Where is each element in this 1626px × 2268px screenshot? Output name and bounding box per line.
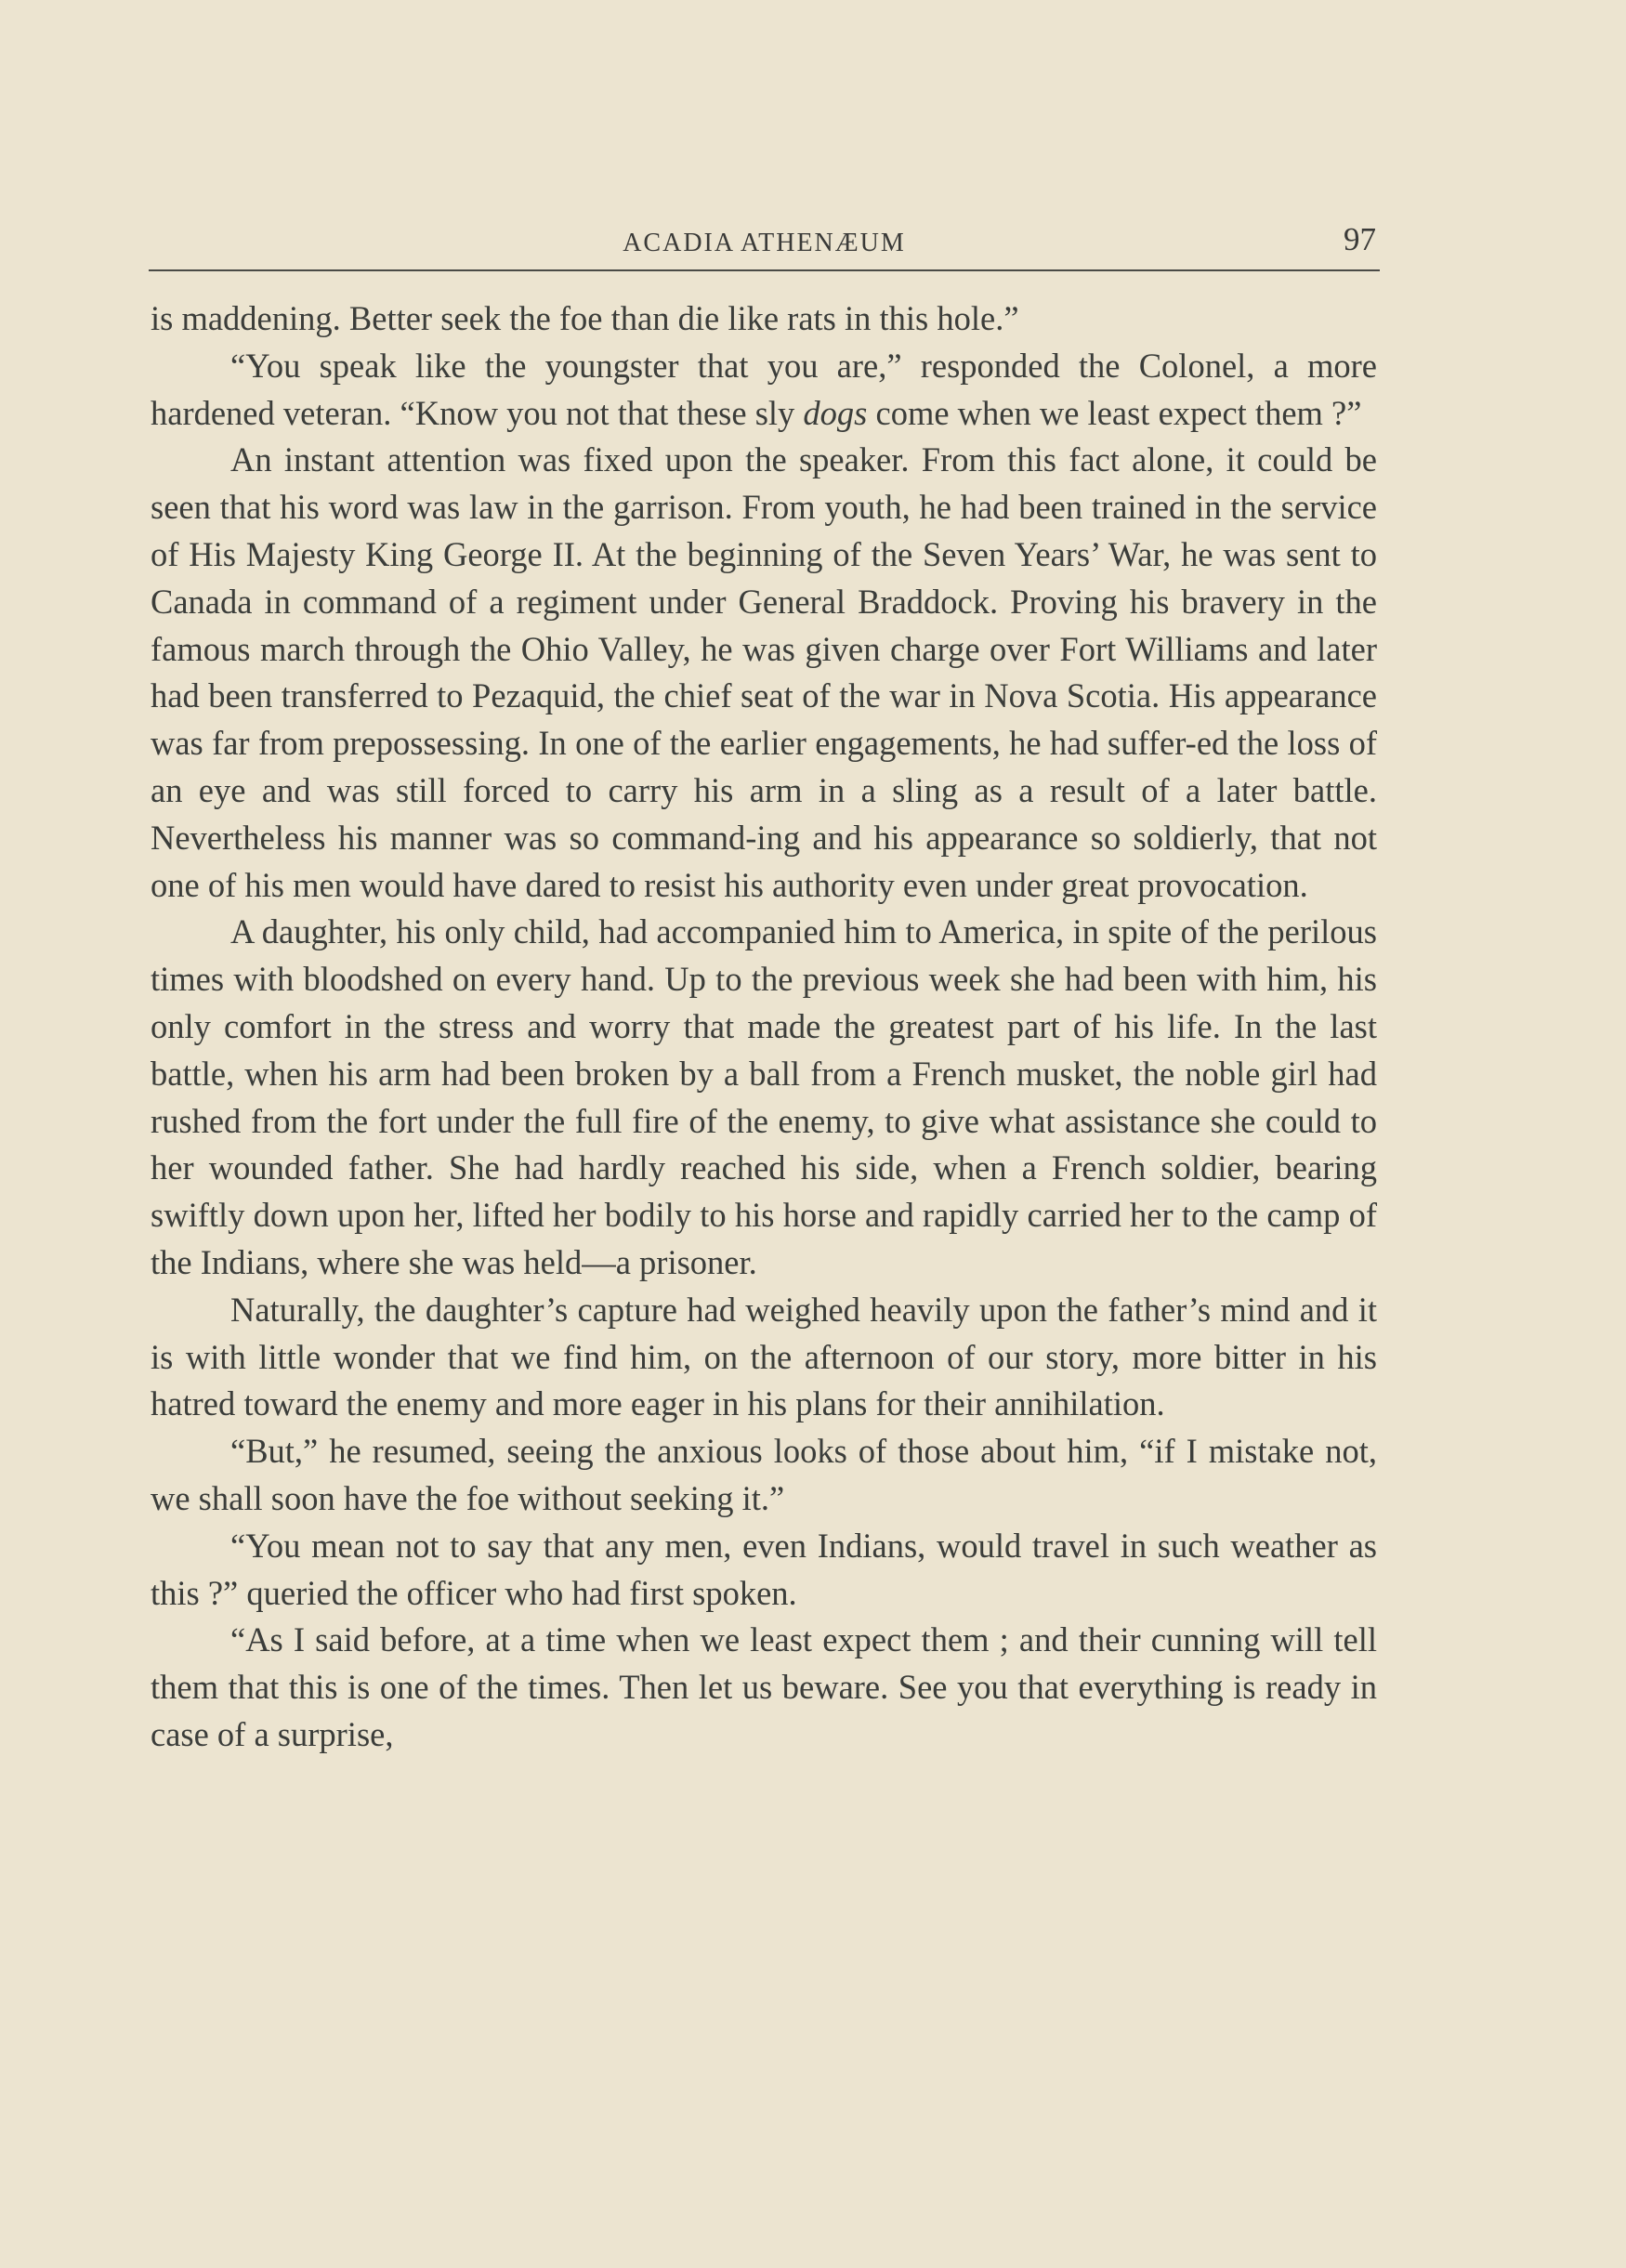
paragraph-text: come when we least expect them ?”: [867, 393, 1362, 432]
paragraph: Naturally, the daughter’s capture had weighed heavily upon the father’s mind and it is with little wonder that we find him, on the afternoon of our story, more bitter in his hatred toward the enemy and more eager in his plans for their annihilation.: [151, 1290, 1377, 1423]
paragraph: “But,” he resumed, seeing the anxious looks of those about him, “if I mistake not, we shall soon have the foe without seeking it.”: [151, 1432, 1377, 1517]
paragraph: is maddening. Better seek the foe than die like rats in this hole.”: [151, 299, 1019, 337]
body-text: [151, 295, 1377, 1759]
italic-word: dogs: [803, 393, 868, 432]
header-rule: [149, 269, 1380, 271]
running-head: ACADIA ATHENÆUM: [623, 229, 906, 257]
paragraph: An instant attention was fixed upon the speaker. From this fact alone, it could be seen that his word was law in the garrison. From youth, he had been trained in the service of His Majesty King George II. At the beginning of the Seven Years’ War, he was sent to Canada in command of a regiment under General Braddock. Proving his bravery in the famous march through the Ohio Valley, he was given charge over Fort Williams and later had been transferred to Pezaquid, the chief seat of the war in Nova Scotia. His appearance was far from prepossessing. In one of the earlier engagements, he had suffer-ed the loss of an eye and was still forced to carry his arm in a sling as a result of a later battle. Nevertheless his manner was so command-ing and his appearance so soldierly, that not one of his men would have dared to resist his authority even under great provocation.: [151, 440, 1377, 904]
paragraph-text: “You speak like the youngster that you are,” responded the Colonel, a more hardened veteran. “Know you not that these sly: [151, 346, 1377, 432]
page-header: [149, 221, 1380, 268]
paragraph: A daughter, his only child, had accompanied him to America, in spite of the perilous times with bloodshed on every hand. Up to the previous week she had been with him, his only comfort in the stress and worry that made the greatest part of his life. In the last battle, when his arm had been broken by a ball from a French musket, the noble girl had rushed from the fort under the full fire of the enemy, to give what assistance she could to her wounded father. She had hardly reached his side, when a French soldier, bearing swiftly down upon her, lifted her bodily to his horse and rapidly carried her to the camp of the Indians, where she was held—a prisoner.: [151, 912, 1377, 1281]
paragraph: [151, 343, 1377, 438]
page-number: 97: [1344, 221, 1376, 257]
paragraph: “You mean not to say that any men, even Indians, would travel in such weather as this ?” queried the officer who had first spoken.: [151, 1526, 1377, 1612]
paragraph: “As I said before, at a time when we least expect them ; and their cunning will tell them that this is one of the times. Then let us beware. See you that everything is ready in case of a surprise,: [151, 1620, 1377, 1753]
